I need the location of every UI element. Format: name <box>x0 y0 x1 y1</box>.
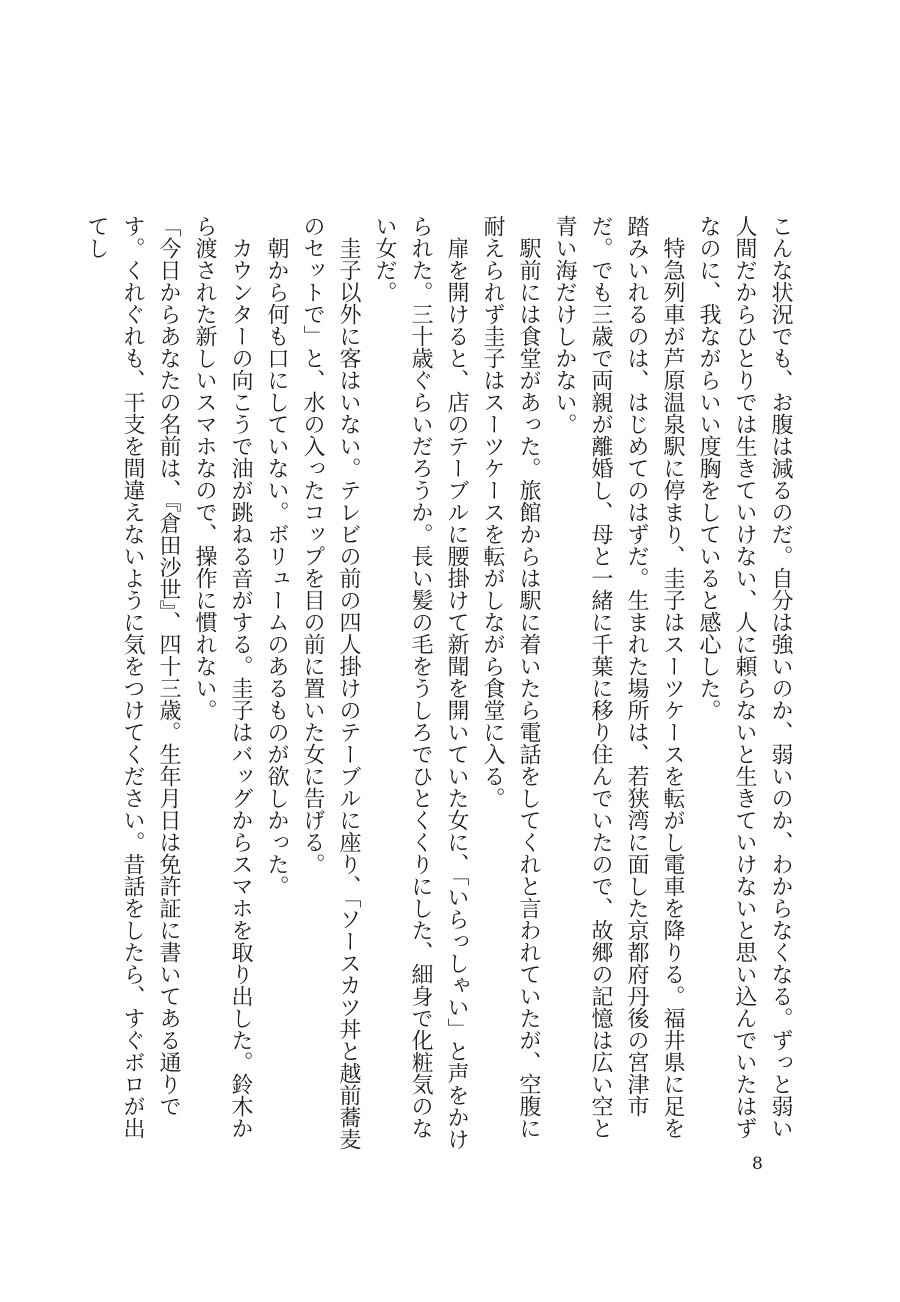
paragraph-6: 朝から何も口にしていない。ボリュームのあるものが欲しかった。 <box>264 237 289 897</box>
page-number: 8 <box>752 1154 763 1174</box>
paragraph-7: カウンターの向こうで油が跳ねる音がする。圭子はバッグからスマホを取り出した。鈴木から渡された新しいスマホなので、操作に慣れない。 <box>192 215 253 1139</box>
paragraph-1: こんな状況でも、お腹は減るのだ。自分は強いのか、弱いのか、わからなくなる。ずっと弱い人間だからひとりでは生きていけない、人に頼らないと生きていけないと思い込んでいたはずなのに、我ながらいい度胸をしていると感心した。 <box>696 215 793 1139</box>
paragraph-2: 特急列車が芦原温泉駅に停まり、圭子はスーツケースを転がし電車を降りる。福井県に足を踏みいれるのは、はじめてのはずだ。生まれた場所は、若狭湾に面した京都府丹後の宮津市だ。でも三歳で両親が離婚し、母と一緒に千葉に移り住んでいたので、故郷の記憶は広い空と青い海だけしかない。 <box>552 215 685 1139</box>
paragraph-5: 圭子以外に客はいない。テレビの前の四人掛けのテーブルに座り、「ソースカツ丼と越前蕎麦のセットで」と、水の入ったコップを目の前に置いた女に告げる。 <box>300 215 361 1150</box>
paragraph-8: 「今日からあなたの名前は、『倉田沙世』、四十三歳。生年月日は免許証に書いてある通りです。くれぐれも、干支を間違えないように気をつけてください。昔話をしたら、すぐボロが出てし <box>84 215 181 1139</box>
paragraph-4: 扉を開けると、店のテーブルに腰掛けて新聞を開いていた女に、「いらっしゃい」と声をかけられた。三十歳ぐらいだろうか。長い髪の毛をうしろでひとくくりにした、細身で化粧気のない女だ。 <box>372 215 469 1150</box>
vertical-text-body <box>84 215 798 1160</box>
paragraph-3: 駅前には食堂があった。旅館からは駅に着いたら電話をしてくれと言われていたが、空腹に耐えられず圭子はスーツケースを転がしながら食堂に入る。 <box>480 215 541 1139</box>
